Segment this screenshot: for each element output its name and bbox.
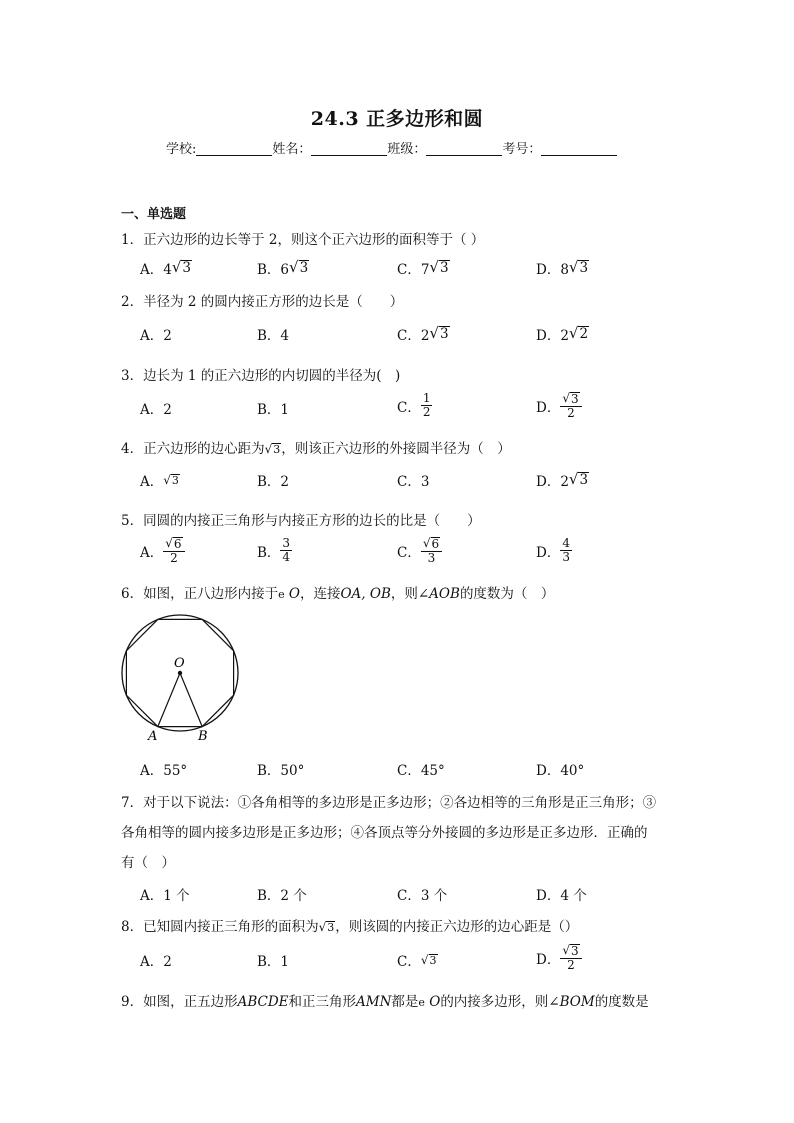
numerator [163, 537, 184, 552]
option-d[interactable] [536, 884, 587, 904]
question-8-options [0, 944, 794, 974]
option-c[interactable] [397, 950, 438, 970]
label-o: O [174, 656, 185, 671]
option-text: A．2 [140, 402, 172, 418]
option-text: B．50° [257, 763, 305, 779]
option-text: D．40° [536, 763, 585, 779]
math-segments: OA, OB [340, 586, 391, 602]
segment-ob [180, 673, 202, 727]
sqrt: √ 3 [420, 952, 437, 967]
segment-oa [158, 673, 180, 727]
question-text-tail: ，则该正六边形的外接圆半径为（ ） [281, 441, 511, 457]
question-2: 2．半径为 2 的圆内接正方形的边长是（ ） [121, 294, 404, 310]
sqrt-arg: 3 [171, 473, 179, 487]
sqrt: √ 3 [429, 324, 449, 343]
circle-symbol: e [278, 588, 285, 601]
question-4 [121, 437, 511, 457]
option-text: B．6 [257, 262, 290, 278]
question-1-options [0, 258, 794, 288]
option-text: D．4 个 [536, 888, 587, 904]
section-title: 一、单选题 [121, 207, 187, 222]
sqrt-arg: 3 [327, 921, 335, 934]
circle-symbol: e [418, 996, 425, 1009]
sqrt: √ 6 [422, 536, 440, 551]
question-5-options [0, 537, 794, 567]
question-7-line-1: 7．对于以下说法：①各角相等的多边形是正多边形；②各边相等的三角形是正三角形；③ [121, 795, 657, 811]
option-text: A． [140, 544, 164, 561]
option-text: C．3 个 [397, 888, 448, 904]
octagon-figure [118, 614, 248, 748]
name-blank[interactable] [311, 141, 387, 156]
option-a[interactable] [140, 759, 187, 779]
question-9 [121, 990, 649, 1010]
question-text: 和正三角形 [288, 994, 357, 1010]
sqrt-arg: 6 [173, 537, 182, 551]
option-text: D． [536, 399, 561, 416]
question-3-options [0, 392, 794, 422]
option-d[interactable] [536, 392, 582, 420]
sqrt: √ 3 [562, 943, 579, 958]
numerator [560, 392, 581, 407]
option-text: D． [536, 951, 561, 968]
number-label: 考号： [502, 142, 542, 157]
option-a[interactable] [140, 537, 185, 565]
sqrt-arg: 3 [429, 953, 437, 967]
question-6-options [0, 759, 794, 789]
sqrt-arg: 3 [579, 472, 589, 489]
sqrt: √ 6 [165, 536, 182, 551]
option-d[interactable] [536, 470, 589, 490]
option-text: A．2 [140, 954, 172, 970]
fraction [560, 392, 581, 420]
option-text: B．2 [257, 474, 290, 490]
school-blank[interactable] [196, 141, 272, 156]
numerator: 1 [422, 391, 431, 405]
sqrt-arg: 3 [570, 392, 579, 406]
option-text: A．4 [140, 262, 172, 278]
question-6 [121, 582, 554, 602]
option-c[interactable] [397, 759, 445, 779]
option-d[interactable] [536, 258, 589, 278]
denominator: 2 [567, 405, 575, 420]
sqrt: √ 3 [318, 920, 335, 934]
option-a[interactable] [140, 258, 192, 278]
option-text: B．1 [257, 402, 290, 418]
sqrt: √ 3 [264, 442, 281, 456]
option-text: C．3 [397, 474, 430, 490]
option-text: C． [397, 399, 421, 416]
option-text: C． [397, 954, 421, 970]
denominator: 3 [427, 550, 436, 565]
question-text-tail: ，则该圆的内接正六边形的边心距是（） [335, 919, 579, 935]
option-b[interactable] [257, 884, 307, 904]
sqrt: √ 3 [429, 258, 449, 277]
option-c[interactable] [397, 470, 429, 490]
fraction [163, 537, 184, 565]
question-7-options [0, 884, 794, 914]
class-label: 班级： [387, 142, 427, 157]
sqrt: √ 3 [163, 472, 179, 487]
fraction [560, 537, 572, 564]
question-8 [121, 915, 578, 935]
option-text: B． [257, 544, 281, 561]
option-text: C．7 [397, 262, 430, 278]
option-text: D． [536, 544, 561, 561]
option-d[interactable] [536, 944, 582, 972]
question-text: 8．已知圆内接正三角形的面积为 [121, 919, 319, 935]
octagon-diagram [118, 614, 248, 744]
option-text: C．2 [397, 328, 430, 344]
option-text: A．55° [140, 763, 188, 779]
option-c[interactable] [397, 884, 447, 904]
school-label: 学校: [166, 142, 197, 157]
question-1: 1．正六边形的边长等于 2，则这个正六边形的面积等于（ ） [121, 232, 485, 248]
option-text: B．4 [257, 328, 290, 344]
denominator: 2 [422, 405, 431, 420]
question-2-options [0, 324, 794, 354]
option-d[interactable] [536, 537, 572, 564]
fraction [560, 944, 581, 972]
sqrt: √ 3 [171, 258, 191, 277]
math-pentagon: ABCDE [237, 994, 289, 1010]
class-blank[interactable] [426, 141, 502, 156]
question-text: ，则 [390, 586, 418, 602]
sqrt-arg: 3 [273, 443, 281, 456]
question-7-line-2: 各角相等的圆内接多边形是正多边形；④各顶点等分外接圆的多边形是正多边形．正确的 [121, 825, 648, 841]
numerator [560, 944, 581, 959]
sqrt: √ 3 [289, 258, 309, 277]
sqrt-arg: 6 [431, 537, 440, 551]
student-info-line [166, 138, 617, 157]
sqrt: √ 2 [568, 324, 589, 343]
label-b: B [198, 729, 208, 744]
fraction [421, 392, 433, 419]
sqrt-arg: 3 [299, 260, 309, 277]
option-b[interactable] [257, 537, 292, 564]
option-text: A． [140, 474, 164, 490]
math-o: O [429, 994, 441, 1010]
question-text: 的度数是 [594, 994, 649, 1010]
option-text: B．2 个 [257, 888, 307, 904]
option-text: C． [397, 544, 421, 561]
option-a[interactable] [140, 950, 172, 970]
option-text: A．1 个 [140, 888, 190, 904]
fraction [280, 537, 292, 564]
option-a[interactable] [140, 324, 172, 344]
sqrt: √ 3 [568, 470, 589, 489]
option-b[interactable] [257, 470, 289, 490]
math-angle: ∠BOM [548, 994, 595, 1010]
question-text: 6．如图，正八边形内接于 [121, 586, 279, 602]
question-7-line-3: 有（ ） [121, 855, 175, 871]
question-5: 5．同圆的内接正三角形与内接正方形的边长的比是（ ） [121, 513, 481, 529]
sqrt: √ 3 [562, 391, 579, 406]
sqrt-arg: 3 [579, 260, 589, 277]
option-c[interactable] [397, 258, 450, 278]
page-title: 24.3 正多边形和圆 [310, 108, 484, 130]
option-text: C．45° [397, 763, 445, 779]
denominator: 2 [567, 957, 575, 972]
denominator: 2 [170, 550, 178, 565]
number-blank[interactable] [541, 141, 617, 156]
question-text: ，连接 [299, 586, 341, 602]
sqrt-arg: 3 [570, 944, 579, 958]
numerator: 4 [562, 536, 570, 550]
question-3: 3．边长为 1 的正六边形的内切圆的半径为( ) [121, 368, 401, 384]
option-c[interactable] [397, 392, 432, 419]
center-point [178, 671, 182, 675]
option-text: A．2 [140, 328, 172, 344]
option-c[interactable] [397, 324, 450, 344]
option-text: B．1 [257, 954, 290, 970]
numerator: 3 [282, 536, 291, 550]
sqrt-arg: 3 [439, 326, 449, 343]
question-4-options [0, 470, 794, 500]
fraction [421, 537, 442, 565]
option-a[interactable] [140, 884, 190, 904]
question-text: 4．正六边形的边心距为 [121, 441, 265, 457]
question-text: 的内接多边形，则 [440, 994, 549, 1010]
question-text: 9．如图，正五边形 [121, 994, 238, 1010]
option-b[interactable] [257, 950, 289, 970]
option-a[interactable] [140, 470, 180, 490]
option-text: D．2 [536, 328, 569, 344]
question-text: 都是 [391, 994, 419, 1010]
denominator: 3 [562, 550, 570, 565]
math-triangle: AMN [356, 994, 392, 1010]
math-o: O [288, 586, 300, 602]
option-text: D．2 [536, 474, 569, 490]
name-label: 姓名： [272, 142, 312, 157]
option-c[interactable] [397, 537, 442, 565]
math-angle: ∠AOB [417, 586, 460, 602]
sqrt-arg: 2 [579, 326, 589, 343]
sqrt-arg: 3 [439, 260, 449, 277]
option-b[interactable] [257, 759, 304, 779]
sqrt-arg: 3 [182, 260, 191, 277]
numerator [421, 537, 442, 552]
option-a[interactable] [140, 398, 172, 418]
option-text: D．8 [536, 262, 569, 278]
sqrt: √ 3 [568, 258, 589, 277]
option-b[interactable] [257, 324, 289, 344]
question-text: 的度数为（ ） [459, 586, 555, 602]
option-b[interactable] [257, 258, 309, 278]
option-b[interactable] [257, 398, 289, 418]
label-a: A [148, 729, 158, 744]
option-d[interactable] [536, 759, 584, 779]
option-d[interactable] [536, 324, 589, 344]
denominator: 4 [282, 550, 291, 565]
